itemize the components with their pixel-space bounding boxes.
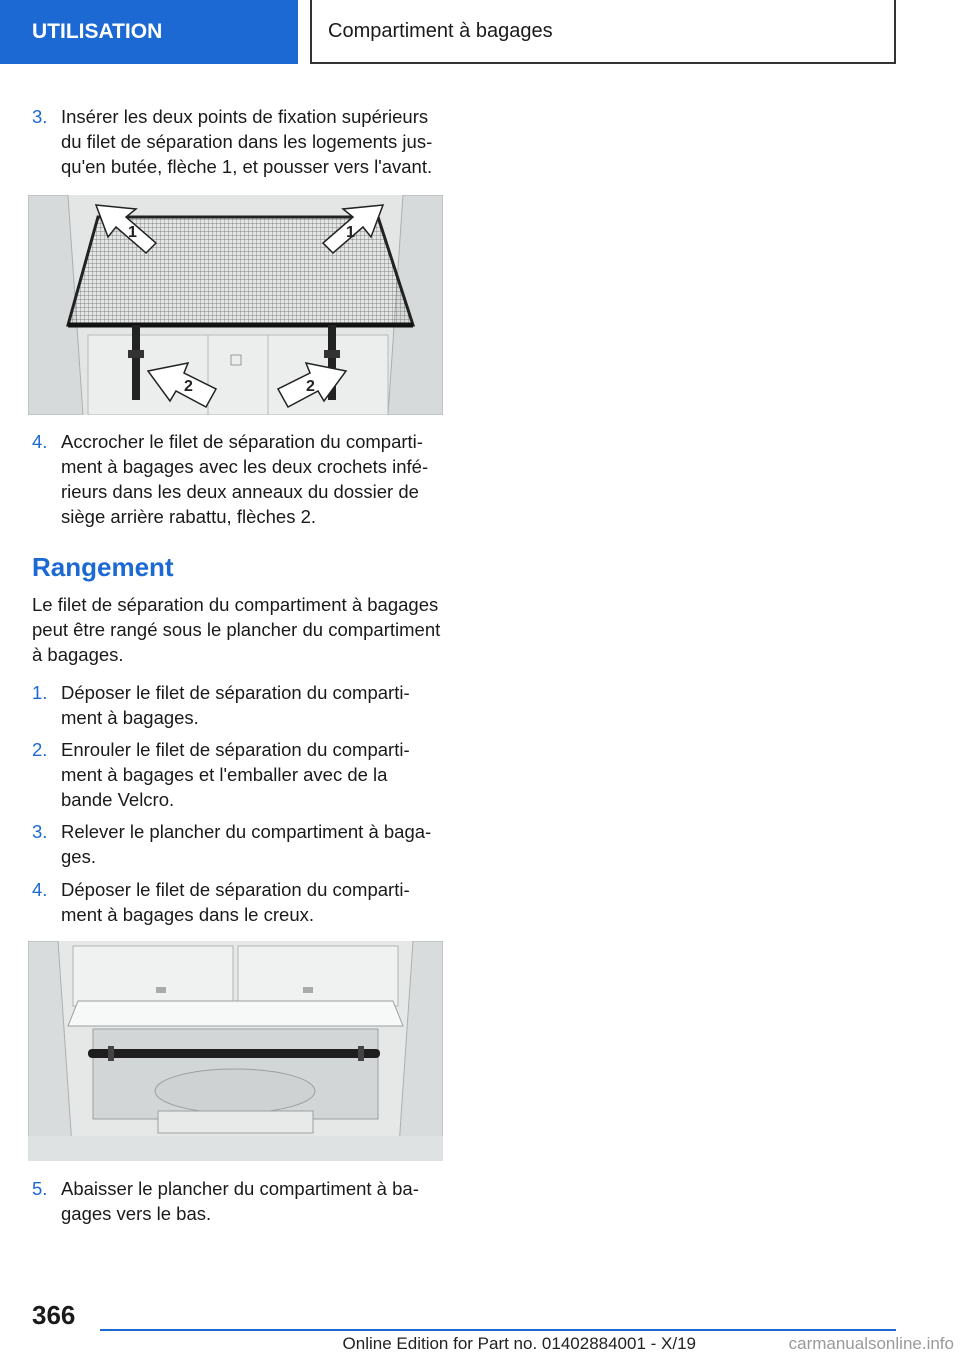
section-heading: Rangement <box>32 552 174 582</box>
section-intro: Le filet de séparation du compartiment à bagages peut être rangé sous le plancher du compartiment à bagages. <box>32 594 441 665</box>
step-number: 4. <box>32 431 48 452</box>
list-item <box>32 680 444 730</box>
step-text: Enrouler le filet de séparation du compartiment à bagages et l'emballer avec de la bande Velcro. <box>61 739 410 810</box>
step-number: 2. <box>32 739 48 760</box>
step-text: Abaisser le plancher du compartiment à bagages vers le bas. <box>61 1178 419 1224</box>
list-item <box>32 104 444 179</box>
watermark-text: carmanualsonline.info <box>788 1334 954 1353</box>
illustration-net-install <box>28 195 443 415</box>
step-text: Déposer le filet de séparation du compartiment à bagages. <box>61 682 410 728</box>
list-item <box>32 429 444 529</box>
list-item <box>32 737 444 812</box>
step-number: 4. <box>32 879 48 900</box>
arrow-label: 2 <box>306 378 315 395</box>
list-item <box>32 1176 444 1226</box>
arrow-label: 1 <box>346 224 355 241</box>
step-text: Insérer les deux points de fixation supérieurs du filet de séparation dans les logements jusqu'en butée, flèche 1, et pousser vers l'avant. <box>61 106 433 177</box>
step-text: Déposer le filet de séparation du compartiment à bagages dans le creux. <box>61 879 410 925</box>
list-item <box>32 877 444 927</box>
step-number: 3. <box>32 106 48 127</box>
footer-rule <box>100 1329 896 1331</box>
step-number: 1. <box>32 682 48 703</box>
arrow-label: 2 <box>184 378 193 395</box>
net-stowed-drawing <box>28 941 443 1161</box>
page-title-text: Compartiment à bagages <box>328 19 553 42</box>
section-tab <box>0 0 298 64</box>
section-tab-label: UTILISATION <box>32 20 163 43</box>
edition-text: Online Edition for Part no. 01402884001 - X/19 <box>342 1334 696 1353</box>
step-text: Accrocher le filet de séparation du compartiment à bagages avec les deux crochets inférieurs dans les deux anneaux du dossier de siège arrière rabattu, flèches 2. <box>61 431 429 527</box>
net-install-drawing <box>28 195 443 415</box>
step-text: Relever le plancher du compartiment à bagages. <box>61 821 432 867</box>
page-number: 366 <box>32 1300 76 1330</box>
step-number: 5. <box>32 1178 48 1199</box>
arrow-label: 1 <box>128 224 137 241</box>
page-title <box>310 0 896 64</box>
list-item <box>32 819 444 869</box>
step-number: 3. <box>32 821 48 842</box>
illustration-net-stowed <box>28 941 443 1161</box>
